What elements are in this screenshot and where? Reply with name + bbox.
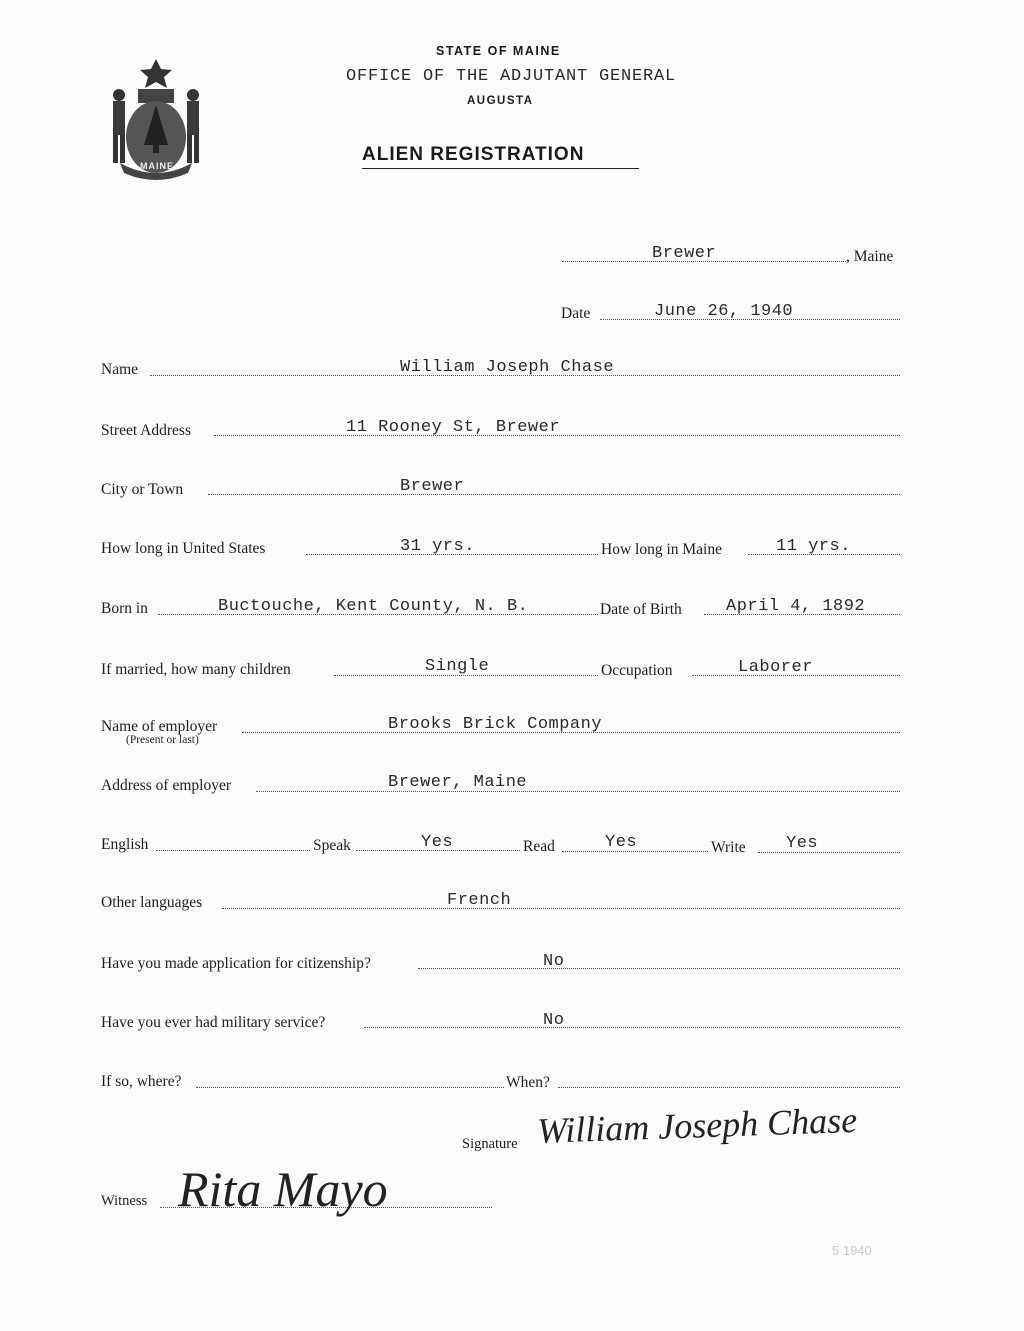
born-label: Born in — [101, 600, 148, 617]
occupation-value: Laborer — [738, 658, 813, 677]
header-state: STATE OF MAINE — [436, 44, 561, 58]
born-value: Buctouche, Kent County, N. B. — [218, 597, 529, 616]
write-line — [758, 852, 900, 853]
employer-sublabel: (Present or last) — [126, 734, 199, 746]
write-value: Yes — [786, 834, 819, 853]
city-value: Brewer — [400, 477, 465, 496]
street-value: 11 Rooney St, Brewer — [346, 418, 561, 437]
page-title: ALIEN REGISTRATION — [362, 144, 585, 165]
other-languages-line — [222, 908, 900, 909]
speak-label: Speak — [313, 837, 351, 854]
seal-label: MAINE — [140, 161, 174, 171]
citizenship-line — [418, 968, 900, 969]
write-label: Write — [711, 839, 746, 856]
witness-value: Rita Mayo — [178, 1161, 388, 1217]
military-label: Have you ever had military service? — [101, 1014, 326, 1031]
citizenship-value: No — [543, 952, 565, 971]
date-label: Date — [561, 305, 591, 322]
occupation-label: Occupation — [601, 662, 673, 679]
employer-address-line — [256, 791, 900, 792]
name-value: William Joseph Chase — [400, 358, 615, 377]
maine-duration-value: 11 yrs. — [776, 537, 851, 556]
street-label: Street Address — [101, 422, 191, 439]
date-value: June 26, 1940 — [654, 302, 794, 321]
dob-label: Date of Birth — [600, 601, 682, 618]
english-line — [156, 850, 310, 851]
where-label: If so, where? — [101, 1073, 182, 1090]
city-line — [208, 494, 900, 495]
maine-duration-label: How long in Maine — [601, 541, 722, 558]
us-duration-label: How long in United States — [101, 540, 266, 557]
header-office: OFFICE OF THE ADJUTANT GENERAL — [346, 67, 677, 86]
file-stamp: 5 1940 — [832, 1243, 872, 1258]
signature-label: Signature — [462, 1136, 518, 1152]
citizenship-label: Have you made application for citizenship? — [101, 955, 371, 972]
when-label: When? — [506, 1074, 550, 1091]
city-label: City or Town — [101, 481, 184, 498]
witness-label: Witness — [101, 1193, 148, 1209]
children-value: Single — [425, 657, 490, 676]
signature-value: William Joseph Chase — [536, 1099, 858, 1152]
employer-address-value: Brewer, Maine — [388, 773, 528, 792]
us-duration-value: 31 yrs. — [400, 537, 475, 556]
employer-address-label: Address of employer — [101, 777, 231, 794]
other-languages-label: Other languages — [101, 894, 203, 911]
dob-value: April 4, 1892 — [726, 597, 866, 616]
read-label: Read — [523, 838, 555, 855]
military-value: No — [543, 1011, 565, 1030]
where-line — [196, 1087, 504, 1088]
header-city: AUGUSTA — [467, 95, 534, 107]
military-line — [364, 1027, 900, 1028]
employer-label: Name of employer — [101, 718, 218, 735]
speak-value: Yes — [421, 833, 454, 852]
english-label: English — [101, 836, 149, 853]
employer-value: Brooks Brick Company — [388, 715, 603, 734]
town-suffix: , Maine — [846, 248, 894, 265]
state-seal — [100, 55, 212, 180]
title-underline — [362, 168, 639, 169]
name-label: Name — [101, 361, 139, 378]
read-value: Yes — [605, 833, 638, 852]
children-label: If married, how many children — [101, 661, 291, 678]
town-value: Brewer — [652, 244, 717, 263]
when-line — [558, 1087, 900, 1088]
other-languages-value: French — [447, 891, 512, 910]
